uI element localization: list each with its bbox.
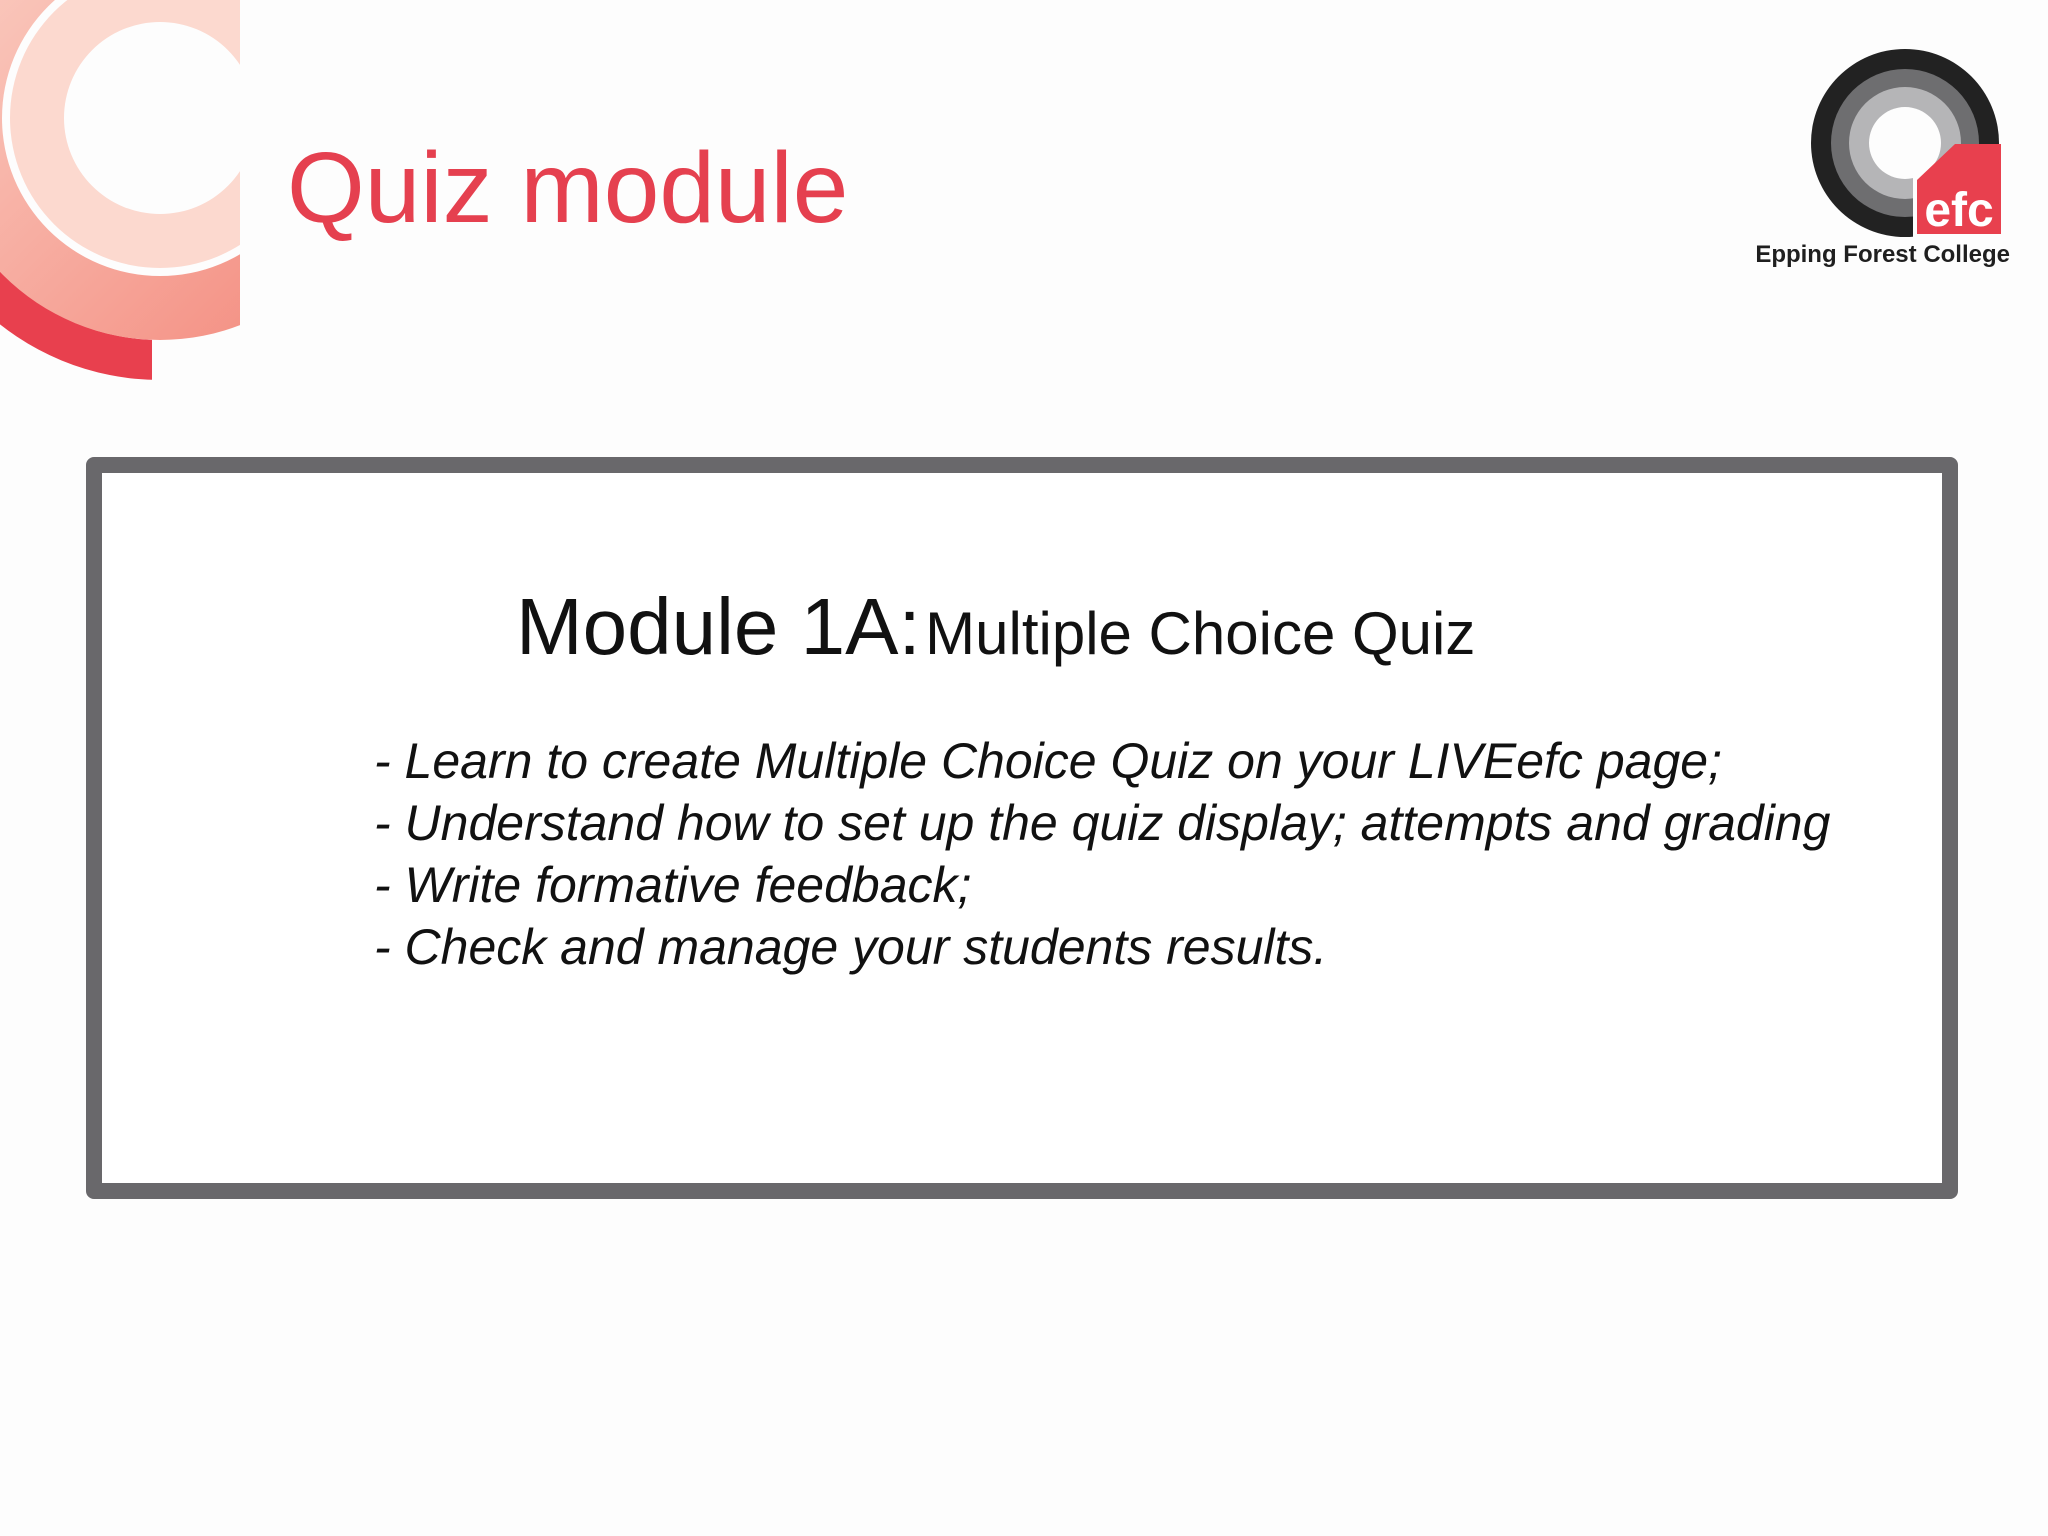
objective-item: - Understand how to set up the quiz display; attempts and grading [374, 795, 1831, 851]
logo-caption: Epping Forest College [1755, 241, 2010, 268]
slide-title: Quiz module [287, 132, 849, 244]
objective-item: - Write formative feedback; [374, 857, 972, 913]
module-heading [516, 582, 1475, 695]
efc-logo-mark [1805, 48, 2005, 248]
objectives-list [374, 730, 1830, 978]
module-name: Multiple Choice Quiz [925, 600, 1476, 667]
module-code: Module 1A: [516, 582, 921, 671]
corner-arc-decoration [0, 0, 240, 412]
logo-mark-text: efc [1924, 184, 1994, 237]
college-logo [1740, 48, 2010, 278]
objective-item: - Check and manage your students results. [374, 919, 1328, 975]
objective-item: - Learn to create Multiple Choice Quiz on your LIVEefc page; [374, 733, 1722, 789]
